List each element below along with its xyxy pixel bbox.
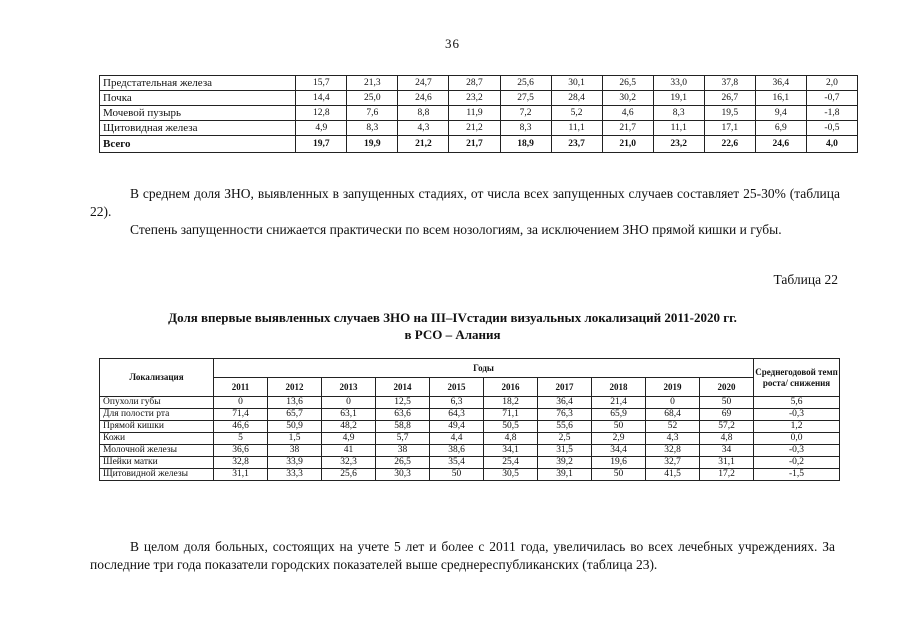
paragraph-2: Степень запущенности снижается практически по всем нозологиям, за исключением ЗНО прямой кишки и губы. xyxy=(130,222,782,237)
table-cell: 64,3 xyxy=(430,409,484,421)
table-cell: 25,6 xyxy=(322,469,376,481)
table-cell: 38,6 xyxy=(430,445,484,457)
year-header: 2014 xyxy=(376,378,430,397)
table-cell: 23,2 xyxy=(653,136,704,153)
table-cell: 32,8 xyxy=(214,457,268,469)
table-row xyxy=(100,397,840,409)
table-row xyxy=(100,469,840,481)
table-cell: 65,9 xyxy=(592,409,646,421)
table-cell: 30,1 xyxy=(551,76,602,91)
table-title-line2: в РСО – Алания xyxy=(404,327,501,342)
year-header: 2019 xyxy=(646,378,700,397)
table-cell: 28,7 xyxy=(449,76,500,91)
table-cell: 21,3 xyxy=(347,76,398,91)
table-row xyxy=(100,445,840,457)
table-cell: 2,9 xyxy=(592,433,646,445)
table-cell: 0 xyxy=(322,397,376,409)
table-cell: 55,6 xyxy=(538,421,592,433)
rate-cell: -0,3 xyxy=(754,445,840,457)
table-cell: 11,9 xyxy=(449,106,500,121)
table-cell: 4,0 xyxy=(806,136,857,153)
row-label: Опухоли губы xyxy=(100,397,214,409)
table-cell: 4,8 xyxy=(484,433,538,445)
row-label: Для полости рта xyxy=(100,409,214,421)
table-cell: 41 xyxy=(322,445,376,457)
table-cell: 11,1 xyxy=(551,121,602,136)
table-cell: 38 xyxy=(376,445,430,457)
year-header: 2013 xyxy=(322,378,376,397)
header-localization: Локализация xyxy=(100,359,214,397)
rate-cell: 1,2 xyxy=(754,421,840,433)
table-row xyxy=(100,106,858,121)
table-cell: -1,8 xyxy=(806,106,857,121)
table-cell: 33,9 xyxy=(268,457,322,469)
table-row xyxy=(100,409,840,421)
table-cell: 1,5 xyxy=(268,433,322,445)
table-cell: 58,8 xyxy=(376,421,430,433)
table-cell: 36,4 xyxy=(538,397,592,409)
table-cell: 34,4 xyxy=(592,445,646,457)
table-cell: 21,2 xyxy=(449,121,500,136)
table-cell: 26,7 xyxy=(704,91,755,106)
row-label: Кожи xyxy=(100,433,214,445)
table-cell: 8,3 xyxy=(347,121,398,136)
table-cell: 33,0 xyxy=(653,76,704,91)
table-row xyxy=(100,121,858,136)
table-cell: 18,2 xyxy=(484,397,538,409)
table-cell: 8,3 xyxy=(653,106,704,121)
year-header: 2015 xyxy=(430,378,484,397)
row-label: Шейки матки xyxy=(100,457,214,469)
table-cell: 71,1 xyxy=(484,409,538,421)
table-cell: 50,5 xyxy=(484,421,538,433)
year-header: 2020 xyxy=(700,378,754,397)
table-cell: 25,0 xyxy=(347,91,398,106)
table-cell: 32,3 xyxy=(322,457,376,469)
row-label: Почка xyxy=(100,91,296,106)
table-cell: 26,5 xyxy=(602,76,653,91)
table-cell: 28,4 xyxy=(551,91,602,106)
table-cell: 4,3 xyxy=(398,121,449,136)
table-cell: 16,1 xyxy=(755,91,806,106)
table-cell: 36,6 xyxy=(214,445,268,457)
row-label: Предстательная железа xyxy=(100,76,296,91)
table-cell: 12,8 xyxy=(296,106,347,121)
table-cell: 21,4 xyxy=(592,397,646,409)
row-label: Прямой кишки xyxy=(100,421,214,433)
row-label: Молочной железы xyxy=(100,445,214,457)
table-cell: 37,8 xyxy=(704,76,755,91)
table-cell: 50 xyxy=(592,469,646,481)
table-cell: 48,2 xyxy=(322,421,376,433)
table-cell: 5 xyxy=(214,433,268,445)
table-cell: 25,4 xyxy=(484,457,538,469)
table-cell: 13,6 xyxy=(268,397,322,409)
table-cell: 24,6 xyxy=(398,91,449,106)
table-cell: 69 xyxy=(700,409,754,421)
table-cell: 21,7 xyxy=(602,121,653,136)
table-22 xyxy=(99,358,840,481)
table-cell: 8,8 xyxy=(398,106,449,121)
table-cell: 17,1 xyxy=(704,121,755,136)
table-cell: 31,1 xyxy=(700,457,754,469)
page-number: 36 xyxy=(445,36,460,51)
table-cell: 14,4 xyxy=(296,91,347,106)
table-cell: 63,1 xyxy=(322,409,376,421)
table-cell: 6,3 xyxy=(430,397,484,409)
year-header: 2011 xyxy=(214,378,268,397)
table-cell: 4,3 xyxy=(646,433,700,445)
table-cell: 33,3 xyxy=(268,469,322,481)
row-label: Щитовидная железа xyxy=(100,121,296,136)
rate-cell: 5,6 xyxy=(754,397,840,409)
row-label: Всего xyxy=(100,136,296,153)
table-cell: 25,6 xyxy=(500,76,551,91)
header-rate: Среднегодовой темп роста/ снижения xyxy=(754,359,840,397)
table-cell: 2,0 xyxy=(806,76,857,91)
table-cell: 30,2 xyxy=(602,91,653,106)
table-cell: 71,4 xyxy=(214,409,268,421)
table-cell: 32,7 xyxy=(646,457,700,469)
table-cell: 7,2 xyxy=(500,106,551,121)
table-cell: 50 xyxy=(700,397,754,409)
table-cell: 24,6 xyxy=(755,136,806,153)
table-label: Таблица 22 xyxy=(773,272,838,287)
table-row xyxy=(100,76,858,91)
table-cell: -0,5 xyxy=(806,121,857,136)
table-cell: 34,1 xyxy=(484,445,538,457)
table-cell: 38 xyxy=(268,445,322,457)
table-cell: 6,9 xyxy=(755,121,806,136)
rate-cell: -1,5 xyxy=(754,469,840,481)
table-cell: 12,5 xyxy=(376,397,430,409)
table-cell: 4,4 xyxy=(430,433,484,445)
table-cell: 5,2 xyxy=(551,106,602,121)
rate-cell: 0,0 xyxy=(754,433,840,445)
rate-cell: -0,2 xyxy=(754,457,840,469)
row-label: Мочевой пузырь xyxy=(100,106,296,121)
table-cell: -0,7 xyxy=(806,91,857,106)
year-header: 2012 xyxy=(268,378,322,397)
table-cell: 50 xyxy=(430,469,484,481)
table-cell: 39,1 xyxy=(538,469,592,481)
row-label: Щитовидной железы xyxy=(100,469,214,481)
table-cell: 23,2 xyxy=(449,91,500,106)
table-cell: 4,9 xyxy=(296,121,347,136)
table-cell: 31,5 xyxy=(538,445,592,457)
table-cell: 50 xyxy=(592,421,646,433)
year-header: 2018 xyxy=(592,378,646,397)
table-cell: 19,1 xyxy=(653,91,704,106)
table-row xyxy=(100,421,840,433)
table-cell: 49,4 xyxy=(430,421,484,433)
table-cell: 17,2 xyxy=(700,469,754,481)
table-cell: 36,4 xyxy=(755,76,806,91)
paragraph-1: В среднем доля ЗНО, выявленных в запущенных стадиях, от числа всех запущенных случаев составляет 25-30% (таблица 22). xyxy=(90,186,840,219)
table-cell: 68,4 xyxy=(646,409,700,421)
table-row xyxy=(100,433,840,445)
table-cell: 52 xyxy=(646,421,700,433)
table-cell: 30,5 xyxy=(484,469,538,481)
table-cell: 30,3 xyxy=(376,469,430,481)
table-cell: 19,7 xyxy=(296,136,347,153)
table-cell: 26,5 xyxy=(376,457,430,469)
table-cell: 8,3 xyxy=(500,121,551,136)
table-cell: 15,7 xyxy=(296,76,347,91)
table-cell: 22,6 xyxy=(704,136,755,153)
table-cell: 19,6 xyxy=(592,457,646,469)
table-cell: 63,6 xyxy=(376,409,430,421)
table-cell: 34 xyxy=(700,445,754,457)
table-cell: 4,6 xyxy=(602,106,653,121)
table-cell: 65,7 xyxy=(268,409,322,421)
table-cell: 4,8 xyxy=(700,433,754,445)
paragraph-3: В целом доля больных, состоящих на учете 5 лет и более с 2011 года, увеличилась во всех лечебных учреждениях. За последние три года показатели городских показателей выше среднереспубликанских (таблица 23). xyxy=(90,539,835,572)
table-cell: 21,2 xyxy=(398,136,449,153)
year-header: 2016 xyxy=(484,378,538,397)
table-cell: 27,5 xyxy=(500,91,551,106)
table-cell: 39,2 xyxy=(538,457,592,469)
table-cell: 21,7 xyxy=(449,136,500,153)
table-cell: 4,9 xyxy=(322,433,376,445)
table-cell: 19,9 xyxy=(347,136,398,153)
top-table xyxy=(99,75,858,153)
table-cell: 46,6 xyxy=(214,421,268,433)
table-cell: 0 xyxy=(646,397,700,409)
year-header: 2017 xyxy=(538,378,592,397)
table-row xyxy=(100,91,858,106)
table-cell: 2,5 xyxy=(538,433,592,445)
table-cell: 21,0 xyxy=(602,136,653,153)
table-title xyxy=(0,309,905,343)
table-title-line1: Доля впервые выявленных случаев ЗНО на III–IVстадии визуальных локализаций 2011-2020 гг. xyxy=(168,310,737,325)
table-cell: 9,4 xyxy=(755,106,806,121)
table-cell: 41,5 xyxy=(646,469,700,481)
table-cell: 23,7 xyxy=(551,136,602,153)
table-cell: 57,2 xyxy=(700,421,754,433)
table-cell: 7,6 xyxy=(347,106,398,121)
table-cell: 24,7 xyxy=(398,76,449,91)
table-cell: 76,3 xyxy=(538,409,592,421)
table-cell: 18,9 xyxy=(500,136,551,153)
rate-cell: -0,3 xyxy=(754,409,840,421)
table-cell: 50,9 xyxy=(268,421,322,433)
table-cell: 31,1 xyxy=(214,469,268,481)
table-cell: 19,5 xyxy=(704,106,755,121)
table-cell: 35,4 xyxy=(430,457,484,469)
table-cell: 11,1 xyxy=(653,121,704,136)
table-row xyxy=(100,457,840,469)
table-cell: 32,8 xyxy=(646,445,700,457)
table-cell: 0 xyxy=(214,397,268,409)
total-row xyxy=(100,136,858,153)
table-cell: 5,7 xyxy=(376,433,430,445)
header-years: Годы xyxy=(214,359,754,378)
